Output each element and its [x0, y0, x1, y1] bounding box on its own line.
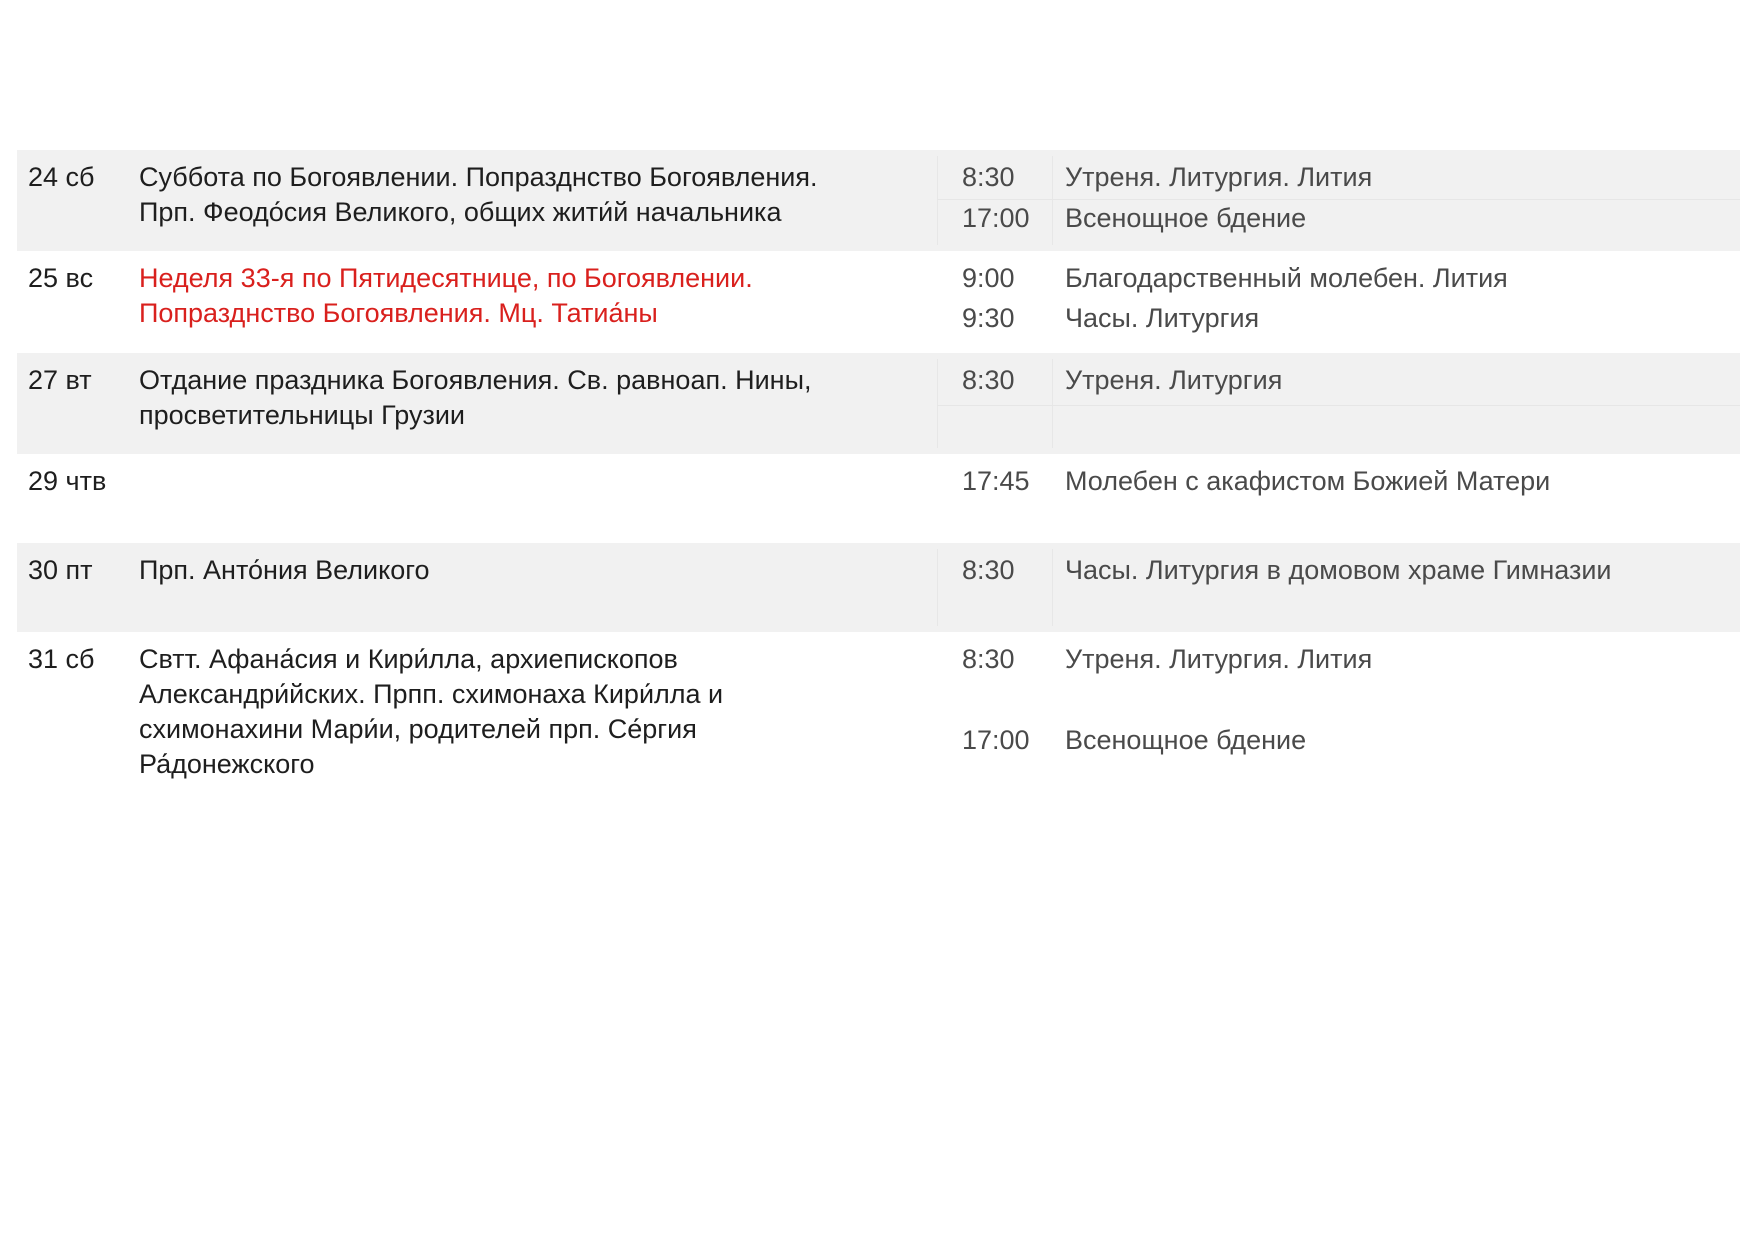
service-name: Утреня. Литургия. Лития — [1065, 644, 1373, 674]
row-date: 24 сб — [28, 162, 95, 192]
service-name: Часы. Литургия — [1065, 303, 1260, 333]
service-item — [17, 553, 1740, 588]
title-line: просветительницы Грузии — [139, 400, 465, 430]
schedule-row — [17, 150, 1740, 251]
service-item — [17, 642, 1740, 677]
title-line: Александри́йских. Прпп. схимонаха Кири́лла и — [139, 679, 724, 709]
service-time: 8:30 — [962, 644, 1015, 674]
row-date: 31 сб — [28, 644, 95, 674]
service-item — [17, 723, 1740, 758]
service-time: 17:00 — [962, 203, 1030, 233]
service-divider — [937, 405, 1740, 406]
service-name: Утреня. Литургия. Лития — [1065, 162, 1373, 192]
row-date: 27 вт — [28, 365, 92, 395]
service-time: 17:00 — [962, 725, 1030, 755]
service-name: Всенощное бдение — [1065, 725, 1307, 755]
schedule-row — [17, 251, 1740, 353]
schedule-row — [17, 632, 1740, 802]
service-name: Часы. Литургия в домовом храме Гимназии — [1065, 555, 1612, 585]
service-item — [17, 261, 1740, 296]
service-time: 17:45 — [962, 466, 1030, 496]
service-name: Утреня. Литургия — [1065, 365, 1283, 395]
service-time: 9:00 — [962, 263, 1015, 293]
title-line: Попразднство Богоявления. Мц. Татиа́ны — [139, 298, 658, 328]
service-name: Молебен с акафистом Божией Матери — [1065, 466, 1551, 496]
service-item — [17, 464, 1740, 499]
service-time: 9:30 — [962, 303, 1015, 333]
service-item — [17, 363, 1740, 398]
row-date: 25 вс — [28, 263, 94, 293]
service-item — [17, 301, 1740, 336]
title-line: Неделя 33-я по Пятидесятнице, по Богоявлении. — [139, 263, 753, 293]
service-time: 8:30 — [962, 162, 1015, 192]
row-date: 30 пт — [28, 555, 93, 585]
title-line: Свтт. Афана́сия и Кири́лла, архиепископов — [139, 644, 678, 674]
schedule-row — [17, 543, 1740, 632]
service-time: 8:30 — [962, 365, 1015, 395]
service-name: Благодарственный молебен. Лития — [1065, 263, 1508, 293]
title-line: Отдание праздника Богоявления. Св. равноап. Нины, — [139, 365, 812, 395]
title-line: Суббота по Богоявлении. Попразднство Богоявления. — [139, 162, 818, 192]
schedule-row — [17, 454, 1740, 543]
title-line: Ра́донежского — [139, 749, 315, 779]
title-line: Прп. Феодо́сия Великого, общих жити́й начальника — [139, 197, 782, 227]
service-time: 8:30 — [962, 555, 1015, 585]
service-name: Всенощное бдение — [1065, 203, 1307, 233]
schedule-table — [17, 150, 1740, 802]
service-item — [17, 160, 1740, 195]
title-line: схимонахини Мари́и, родителей прп. Се́ргия — [139, 714, 697, 744]
title-line: Прп. Анто́ния Великого — [139, 555, 430, 585]
service-item — [17, 201, 1740, 236]
service-divider — [937, 199, 1740, 200]
row-date: 29 чтв — [28, 466, 107, 496]
schedule-row — [17, 353, 1740, 454]
